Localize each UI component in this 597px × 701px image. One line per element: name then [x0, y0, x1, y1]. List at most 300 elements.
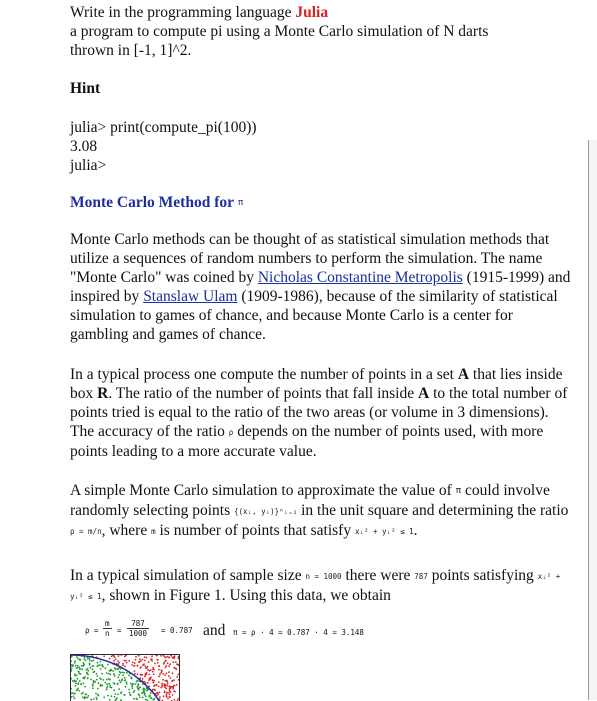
point-inside [136, 699, 138, 701]
point-outside [139, 658, 141, 660]
rho-symbol: ρ [228, 427, 234, 437]
point-outside [118, 662, 120, 664]
point-inside [89, 660, 91, 662]
point-outside [163, 655, 165, 657]
intro-line-2: a program to compute pi using a Monte Carlo simulation of N darts [70, 23, 489, 40]
paragraph-typical-process [70, 365, 575, 461]
point-outside [154, 685, 156, 687]
point-outside [146, 667, 148, 669]
para4-text-2: there were [341, 567, 415, 584]
point-inside [117, 677, 119, 679]
point-inside [119, 680, 121, 682]
point-inside [92, 687, 94, 689]
point-inside [87, 695, 89, 697]
point-outside [148, 679, 150, 681]
point-inside [116, 697, 118, 699]
point-inside [128, 689, 130, 691]
point-outside [160, 655, 162, 657]
point-inside [80, 683, 82, 685]
point-inside [120, 681, 122, 683]
language-name: Julia [295, 4, 329, 21]
point-outside [165, 657, 167, 659]
point-outside [140, 660, 142, 662]
point-inside [113, 673, 115, 675]
point-inside [96, 673, 98, 675]
point-inside [107, 664, 109, 666]
point-outside [122, 665, 124, 667]
point-inside [71, 670, 72, 672]
code-line-3: julia> [70, 157, 107, 174]
point-outside [124, 665, 126, 667]
point-inside [83, 664, 85, 666]
point-outside [152, 671, 154, 673]
point-inside [74, 662, 76, 664]
point-outside [166, 680, 168, 682]
point-outside [169, 696, 171, 698]
point-outside [167, 683, 169, 685]
point-inside [117, 683, 119, 685]
point-inside [144, 694, 146, 696]
eq-frac-m: m [105, 619, 110, 628]
point-inside [102, 685, 104, 687]
point-outside [144, 656, 146, 658]
point-outside [164, 692, 166, 694]
point-inside [121, 678, 123, 680]
point-outside [161, 683, 163, 685]
point-inside [106, 683, 108, 685]
intro-line-1 [70, 3, 575, 22]
point-outside [178, 656, 180, 658]
point-inside [108, 683, 110, 685]
point-inside [122, 671, 124, 673]
eq-fraction-787-1000 [127, 619, 149, 638]
paragraph-monte-carlo-intro [70, 230, 575, 344]
point-inside [74, 693, 76, 695]
point-inside [118, 674, 120, 676]
para3-text-4: , where [101, 521, 152, 539]
para3-text-2: could involve randomly selecting points [70, 482, 550, 519]
point-outside [163, 662, 165, 664]
point-inside [114, 696, 116, 698]
point-inside [108, 673, 110, 675]
para2-text-3: . The ratio of the number of points that fall inside [108, 385, 418, 402]
point-inside [108, 678, 110, 680]
point-inside [113, 689, 115, 691]
point-outside [166, 696, 168, 698]
point-outside [138, 661, 140, 663]
point-inside [100, 668, 102, 670]
point-inside [94, 671, 96, 673]
point-outside [103, 655, 105, 657]
points-set-formula: {(xᵢ, yᵢ)}ⁿᵢ₌₁ [234, 506, 298, 516]
point-outside [147, 669, 149, 671]
point-outside [177, 658, 179, 660]
point-outside [158, 665, 160, 667]
point-outside [162, 679, 164, 681]
point-inside [71, 678, 72, 680]
point-outside [152, 682, 154, 684]
point-outside [158, 669, 160, 671]
link-nicholas-metropolis[interactable]: Nicholas Constantine Metropolis [257, 269, 463, 286]
point-inside [84, 686, 86, 688]
point-inside [104, 667, 106, 669]
point-outside [157, 694, 159, 696]
point-inside [87, 697, 89, 699]
point-inside [94, 681, 96, 683]
point-inside [85, 693, 87, 695]
point-inside [106, 679, 108, 681]
point-inside [80, 673, 82, 675]
point-outside [157, 659, 159, 661]
sample-size-formula: n = 1000 [305, 571, 342, 581]
point-inside [76, 678, 78, 680]
point-inside [136, 681, 138, 683]
point-inside [72, 696, 74, 698]
point-outside [165, 660, 167, 662]
point-inside [84, 696, 86, 698]
point-outside [138, 655, 140, 657]
point-inside [85, 660, 87, 662]
point-outside [171, 680, 173, 682]
point-inside [74, 697, 76, 699]
point-outside [168, 675, 170, 677]
point-outside [166, 685, 168, 687]
point-inside [106, 672, 108, 674]
point-inside [138, 689, 140, 691]
point-outside [170, 655, 172, 657]
point-inside [130, 683, 132, 685]
point-outside [156, 684, 158, 686]
point-outside [145, 674, 147, 676]
point-outside [169, 693, 171, 695]
point-inside [98, 682, 100, 684]
hint-block [70, 79, 575, 98]
point-inside [74, 673, 76, 675]
eq-and: and [203, 622, 226, 639]
point-outside [158, 686, 160, 688]
point-outside [126, 662, 128, 664]
set-a-label: A [457, 366, 470, 383]
point-inside [104, 682, 106, 684]
point-outside [161, 670, 163, 672]
eq-frac-n: n [105, 629, 110, 638]
point-inside [91, 660, 93, 662]
point-inside [110, 669, 112, 671]
point-inside [82, 677, 84, 679]
point-inside [124, 677, 126, 679]
point-inside [92, 665, 94, 667]
point-inside [131, 687, 133, 689]
point-inside [115, 669, 117, 671]
figure-1-monte-carlo-scatter [70, 654, 180, 701]
point-outside [142, 659, 144, 661]
point-inside [77, 658, 79, 660]
point-outside [109, 658, 111, 660]
point-inside [120, 692, 122, 694]
point-inside [76, 667, 78, 669]
point-inside [144, 689, 146, 691]
point-inside [106, 687, 108, 689]
point-outside [133, 665, 135, 667]
para3-text-5: is number of points that satisfy [155, 521, 355, 539]
point-outside [132, 662, 134, 664]
point-outside [176, 676, 178, 678]
point-outside [117, 660, 119, 662]
point-outside [140, 667, 142, 669]
point-inside [115, 693, 117, 695]
point-outside [147, 682, 149, 684]
point-inside [142, 688, 144, 690]
box-r-label: R [97, 385, 109, 402]
point-inside [87, 677, 89, 679]
point-outside [165, 665, 167, 667]
point-inside [98, 695, 100, 697]
point-outside [131, 664, 133, 666]
point-inside [75, 665, 77, 667]
point-inside [133, 691, 135, 693]
point-inside [90, 667, 92, 669]
point-inside [86, 673, 88, 675]
point-inside [84, 676, 86, 678]
point-outside [153, 673, 155, 675]
pi-symbol: π [455, 485, 462, 496]
point-outside [159, 696, 161, 698]
point-inside [109, 684, 111, 686]
point-outside [165, 672, 167, 674]
section-title-pi-symbol: π [237, 197, 244, 208]
point-inside [118, 688, 120, 690]
point-inside [71, 656, 73, 658]
hint-code [70, 118, 575, 175]
para1-text-2: (1915-1999) and inspired by [70, 269, 571, 305]
intro-block [70, 3, 575, 60]
point-inside [122, 674, 124, 676]
point-inside [71, 688, 72, 690]
point-outside [150, 659, 152, 661]
point-outside [158, 676, 160, 678]
point-inside [123, 694, 125, 696]
para3-text-3: in the unit square and determining the ratio [297, 501, 569, 519]
point-outside [118, 655, 120, 657]
para1-text-1: Monte Carlo methods can be thought of as statistical simulation methods that utilize a sequences of random numbers to perform the simulation. The name "Monte Carlo" was coined by [70, 231, 550, 286]
section-title: Monte Carlo Method for [70, 194, 234, 211]
point-inside [129, 694, 131, 696]
point-outside [166, 692, 168, 694]
point-inside [82, 696, 84, 698]
point-outside [142, 678, 144, 680]
hint-title: Hint [70, 80, 101, 97]
eq-frac-1000: 1000 [129, 629, 148, 638]
point-inside [93, 682, 95, 684]
point-outside [168, 671, 170, 673]
point-outside [167, 698, 169, 700]
point-inside [78, 666, 80, 668]
point-inside [123, 672, 125, 674]
point-inside [113, 682, 115, 684]
point-inside [129, 692, 131, 694]
point-inside [102, 679, 104, 681]
point-inside [92, 668, 94, 670]
equation-row [85, 616, 565, 644]
point-inside [79, 680, 81, 682]
point-outside [169, 663, 171, 665]
point-outside [146, 672, 148, 674]
point-inside [71, 660, 72, 662]
point-outside [146, 657, 148, 659]
point-inside [92, 684, 94, 686]
point-inside [87, 670, 89, 672]
point-outside [154, 663, 156, 665]
point-outside [169, 677, 171, 679]
point-inside [126, 683, 128, 685]
inside-count: 787 [414, 571, 428, 581]
scrollbar-edge[interactable] [588, 140, 597, 700]
point-outside [157, 692, 159, 694]
point-inside [150, 697, 152, 699]
para3-text-6: . [413, 521, 418, 539]
point-outside [160, 687, 162, 689]
point-inside [78, 682, 80, 684]
point-outside [135, 656, 137, 658]
point-outside [177, 674, 179, 676]
point-inside [134, 690, 136, 692]
point-inside [99, 664, 101, 666]
point-inside [126, 672, 128, 674]
point-inside [99, 677, 101, 679]
point-inside [102, 666, 104, 668]
point-inside [71, 668, 73, 670]
eq-frac-787: 787 [127, 619, 149, 629]
point-outside [152, 668, 154, 670]
point-inside [83, 658, 85, 660]
point-inside [111, 695, 113, 697]
point-outside [168, 657, 170, 659]
point-outside [172, 694, 174, 696]
point-inside [85, 669, 87, 671]
eq-rho-lhs: ρ = [85, 626, 99, 635]
point-outside [137, 665, 139, 667]
point-inside [128, 675, 130, 677]
point-outside [164, 686, 166, 688]
m-symbol: m [151, 526, 156, 536]
point-outside [157, 662, 159, 664]
point-outside [173, 679, 175, 681]
point-outside [164, 674, 166, 676]
point-inside [90, 679, 92, 681]
unit-circle-condition: xᵢ² + yᵢ² ≤ 1 [354, 526, 414, 536]
point-inside [78, 690, 80, 692]
point-inside [137, 684, 139, 686]
point-inside [76, 656, 78, 658]
point-outside [176, 663, 178, 665]
point-outside [113, 660, 115, 662]
point-outside [163, 695, 165, 697]
point-outside [168, 685, 170, 687]
link-stanslaw-ulam[interactable]: Stanslaw Ulam [143, 288, 238, 305]
point-inside [75, 685, 77, 687]
code-line-1: julia> print(compute_pi(100)) [70, 119, 257, 136]
point-inside [100, 661, 102, 663]
point-outside [115, 658, 117, 660]
point-inside [79, 659, 81, 661]
point-outside [114, 656, 116, 658]
para2-text-1: In a typical process one compute the number of points in a set [70, 366, 458, 383]
point-outside [153, 680, 155, 682]
code-line-2: 3.08 [70, 138, 98, 155]
point-inside [130, 676, 132, 678]
point-inside [126, 681, 128, 683]
point-inside [77, 671, 79, 673]
point-outside [149, 678, 151, 680]
paragraph-simple-simulation [70, 481, 575, 541]
point-outside [167, 663, 169, 665]
scatter-plot [71, 655, 179, 701]
point-inside [145, 695, 147, 697]
point-outside [137, 674, 139, 676]
point-outside [120, 655, 122, 656]
point-outside [169, 688, 171, 690]
point-inside [125, 679, 127, 681]
point-inside [143, 691, 145, 693]
eq-pi-expression: π = ρ · 4 = 0.787 · 4 = 3.148 [233, 628, 364, 637]
point-inside [139, 697, 141, 699]
point-outside [172, 688, 174, 690]
point-inside [72, 680, 74, 682]
point-outside [172, 661, 174, 663]
point-inside [76, 689, 78, 691]
point-outside [159, 692, 161, 694]
point-outside [168, 665, 170, 667]
point-outside [162, 673, 164, 675]
point-outside [165, 667, 167, 669]
set-a-label-2: A [417, 385, 430, 402]
point-outside [150, 669, 152, 671]
para2-text-2: that lies inside box [70, 366, 563, 402]
point-inside [95, 697, 97, 699]
point-inside [114, 675, 116, 677]
point-inside [89, 663, 91, 665]
point-inside [96, 675, 98, 677]
point-inside [109, 686, 111, 688]
point-inside [95, 693, 97, 695]
point-inside [77, 665, 79, 667]
point-outside [175, 661, 177, 663]
scatter-points [71, 655, 179, 701]
point-outside [134, 662, 136, 664]
point-outside [144, 676, 146, 678]
eq-result: = 0.787 [161, 626, 193, 635]
point-inside [81, 665, 83, 667]
point-outside [158, 681, 160, 683]
point-inside [142, 697, 144, 699]
para3-text-1: A simple Monte Carlo simulation to approximate the value of [70, 482, 456, 499]
point-inside [74, 660, 76, 662]
point-inside [82, 662, 84, 664]
intro-prefix-text: Write in the programming language [70, 4, 292, 21]
point-inside [93, 680, 95, 682]
point-inside [106, 689, 108, 691]
point-inside [135, 683, 137, 685]
point-inside [117, 668, 119, 670]
eq-equals: = [117, 626, 122, 635]
point-inside [110, 674, 112, 676]
point-outside [159, 674, 161, 676]
point-inside [96, 679, 98, 681]
point-inside [97, 665, 99, 667]
point-inside [137, 687, 139, 689]
point-inside [73, 681, 75, 683]
point-outside [140, 674, 142, 676]
